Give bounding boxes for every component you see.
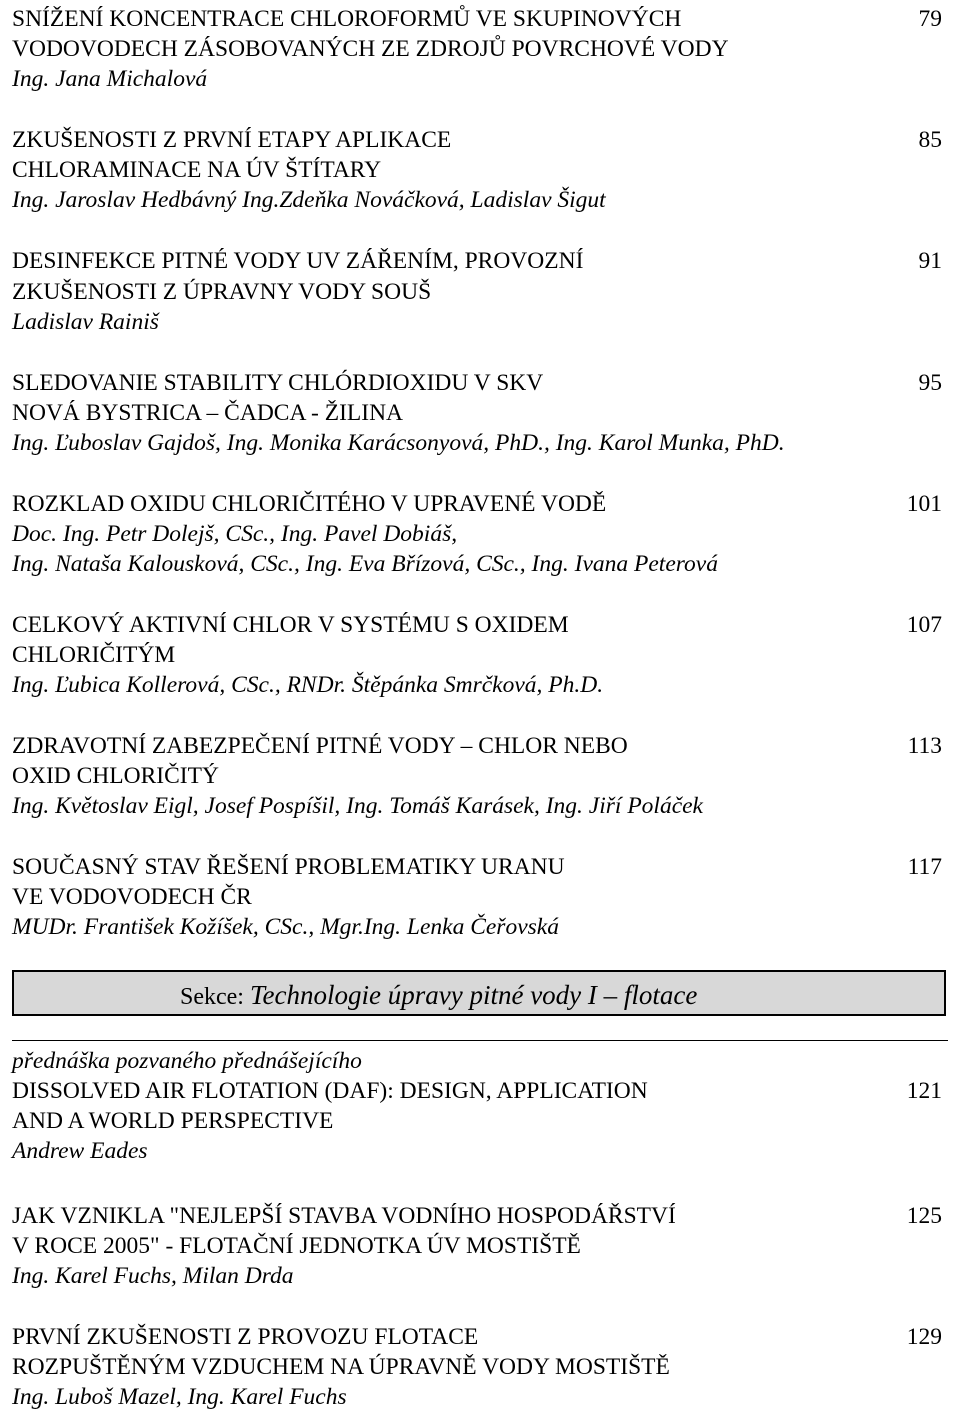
- page-number: 125: [906, 1203, 942, 1229]
- entry-authors: Ing. Nataša Kalousková, CSc., Ing. Eva Břízová, CSc., Ing. Ivana Peterová: [12, 551, 718, 577]
- entry-authors: Ing. Květoslav Eigl, Josef Pospíšil, Ing. Tomáš Karásek, Ing. Jiří Poláček: [12, 793, 703, 819]
- entry-title-line: SLEDOVANIE STABILITY CHLÓRDIOXIDU V SKV: [12, 370, 544, 396]
- page-number: 107: [906, 612, 942, 638]
- entry-title-line: DESINFEKCE PITNÉ VODY UV ZÁŘENÍM, PROVOZNÍ: [12, 248, 584, 274]
- entry-title-line: CELKOVÝ AKTIVNÍ CHLOR V SYSTÉMU S OXIDEM: [12, 612, 569, 638]
- entry-title-line: ROZKLAD OXIDU CHLORIČITÉHO V UPRAVENÉ VODĚ: [12, 491, 607, 517]
- page-number: 121: [906, 1078, 942, 1104]
- section-label: Sekce:: [180, 984, 250, 1010]
- entry-authors: Ing. Ľuboslav Gajdoš, Ing. Monika Karácsonyová, PhD., Ing. Karol Munka, PhD.: [12, 430, 785, 456]
- invited-lecture-label: přednáška pozvaného přednášejícího: [12, 1048, 362, 1074]
- entry-title-line: CHLORIČITÝM: [12, 642, 176, 668]
- entry-title-line: JAK VZNIKLA "NEJLEPŠÍ STAVBA VODNÍHO HOSPODÁŘSTVÍ: [12, 1203, 676, 1229]
- page-number: 117: [907, 854, 942, 880]
- entry-title-line: ZKUŠENOSTI Z ÚPRAVNY VODY SOUŠ: [12, 279, 432, 305]
- entry-authors: Andrew Eades: [12, 1138, 148, 1164]
- entry-authors: Doc. Ing. Petr Dolejš, CSc., Ing. Pavel Dobiáš,: [12, 521, 458, 547]
- entry-authors: Ladislav Rainiš: [12, 309, 159, 335]
- page-number: 113: [907, 733, 942, 759]
- entry-title-line: ZKUŠENOSTI Z PRVNÍ ETAPY APLIKACE: [12, 127, 452, 153]
- entry-authors: Ing. Ľubica Kollerová, CSc., RNDr. Štěpánka Smrčková, Ph.D.: [12, 672, 604, 698]
- page-number: 91: [918, 248, 942, 274]
- entry-authors: Ing. Luboš Mazel, Ing. Karel Fuchs: [12, 1384, 347, 1410]
- section-header: [180, 978, 697, 1017]
- page-number: 101: [906, 491, 942, 517]
- page-number: 129: [906, 1324, 942, 1350]
- entry-title-line: SNÍŽENÍ KONCENTRACE CHLOROFORMŮ VE SKUPINOVÝCH: [12, 6, 682, 32]
- page-number: 95: [918, 370, 942, 396]
- entry-title-line: VODOVODECH ZÁSOBOVANÝCH ZE ZDROJŮ POVRCHOVÉ VODY: [12, 36, 729, 62]
- section-title: Technologie úpravy pitné vody I – flotace: [249, 980, 698, 1010]
- entry-title-line: DISSOLVED AIR FLOTATION (DAF): DESIGN, APPLICATION: [12, 1078, 648, 1104]
- entry-title-line: ROZPUŠTĚNÝM VZDUCHEM NA ÚPRAVNĚ VODY MOSTIŠTĚ: [12, 1354, 670, 1380]
- entry-title-line: NOVÁ BYSTRICA – ČADCA - ŽILINA: [12, 400, 404, 426]
- entry-title-line: ZDRAVOTNÍ ZABEZPEČENÍ PITNÉ VODY – CHLOR NEBO: [12, 733, 628, 759]
- page-number: 85: [918, 127, 942, 153]
- entry-title-line: V ROCE 2005" - FLOTAČNÍ JEDNOTKA ÚV MOSTIŠTĚ: [12, 1233, 581, 1259]
- entry-authors: Ing. Jaroslav Hedbávný Ing.Zdeňka Nováčková, Ladislav Šigut: [12, 187, 606, 213]
- entry-authors: MUDr. František Kožíšek, CSc., Mgr.Ing. Lenka Čeřovská: [12, 914, 559, 940]
- divider: [12, 1040, 948, 1041]
- entry-title-line: AND A WORLD PERSPECTIVE: [12, 1108, 334, 1134]
- entry-title-line: SOUČASNÝ STAV ŘEŠENÍ PROBLEMATIKY URANU: [12, 854, 565, 880]
- entry-title-line: OXID CHLORIČITÝ: [12, 763, 219, 789]
- entry-title-line: VE VODOVODECH ČR: [12, 884, 252, 910]
- entry-authors: Ing. Karel Fuchs, Milan Drda: [12, 1263, 294, 1289]
- entry-title-line: CHLORAMINACE NA ÚV ŠTÍTARY: [12, 157, 382, 183]
- entry-title-line: PRVNÍ ZKUŠENOSTI Z PROVOZU FLOTACE: [12, 1324, 479, 1350]
- entry-authors: Ing. Jana Michalová: [12, 66, 208, 92]
- page-number: 79: [918, 6, 942, 32]
